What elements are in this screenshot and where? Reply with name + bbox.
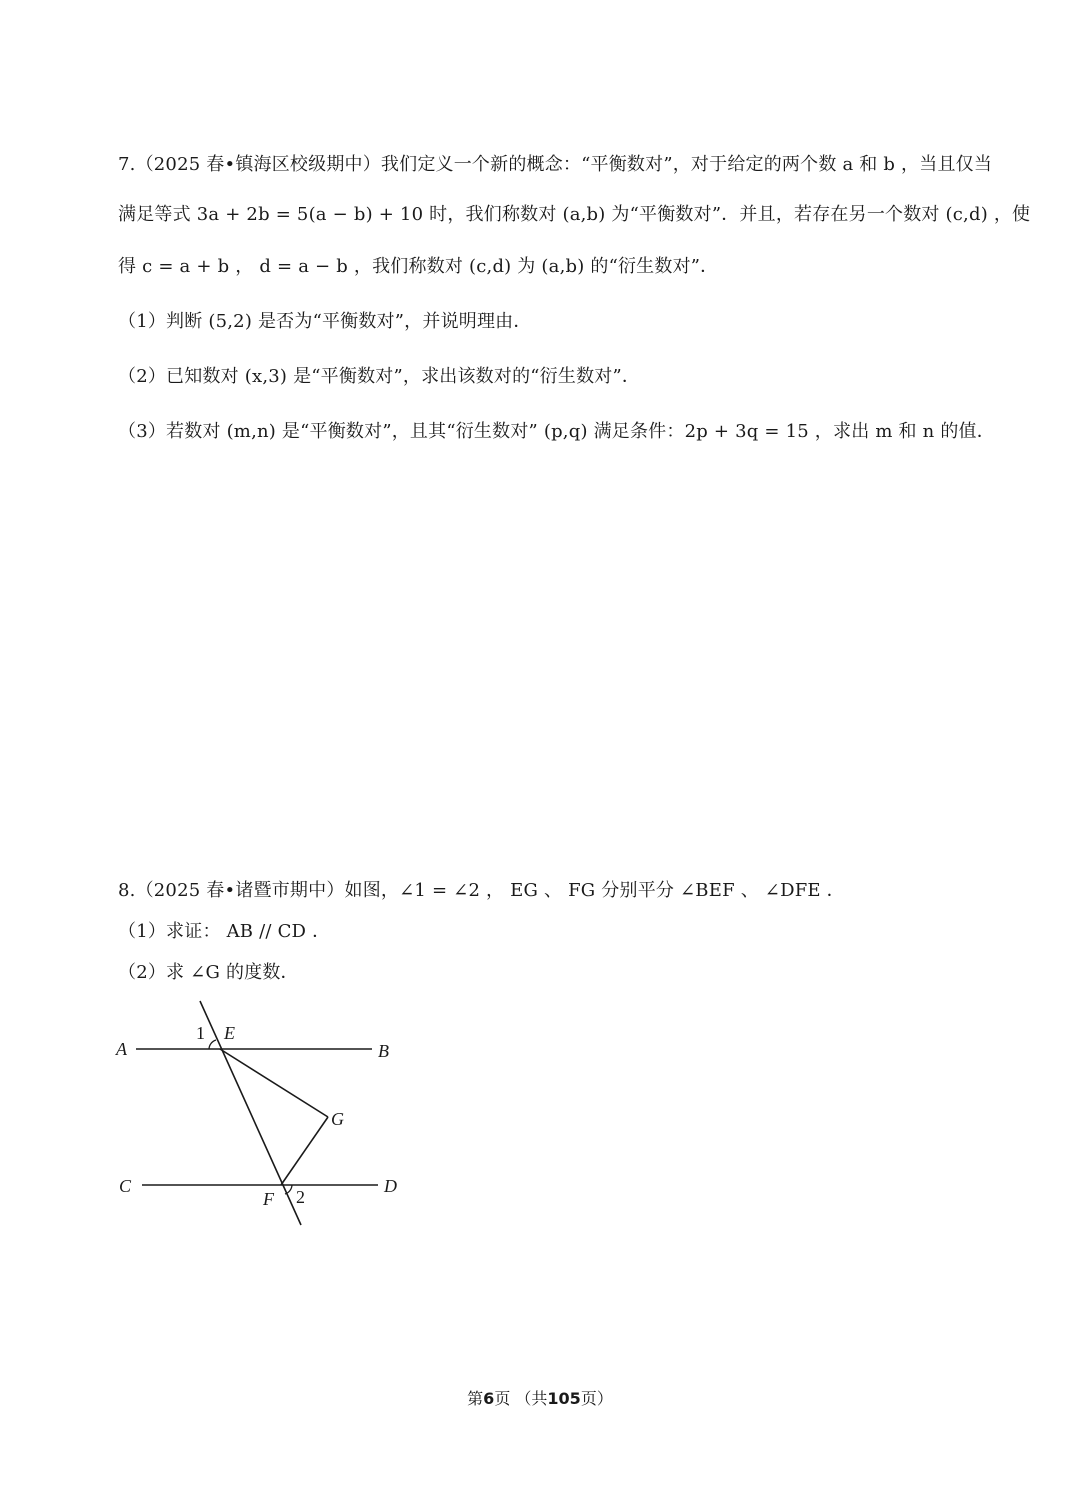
- q7-part3: （3）若数对 (m,n) 是“平衡数对”，且其“衍生数对” (p,q) 满足条件：2p + 3q = 15 ，求出 m 和 n 的值．: [118, 421, 995, 442]
- label-a: A: [116, 1039, 127, 1059]
- angle-1-arc: [209, 1040, 216, 1049]
- label-b: B: [378, 1041, 389, 1061]
- footer-suffix: 页）: [580, 1389, 613, 1408]
- q8-part2: （2）求 ∠G 的度数．: [118, 962, 299, 983]
- label-g: G: [331, 1109, 344, 1129]
- q8-geometry-figure: [100, 995, 420, 1235]
- label-c: C: [119, 1176, 132, 1196]
- transversal-ef: [200, 1001, 301, 1225]
- q7-statement-line1: 7.（2025 春•镇海区校级期中）我们定义一个新的概念：“平衡数对”，对于给定的两个数 a 和 b ，当且仅当: [118, 154, 993, 175]
- footer-page-number: 6: [483, 1389, 495, 1408]
- q7-statement-line2: 满足等式 3a + 2b = 5(a − b) + 10 时，我们称数对 (a,b) 为“平衡数对”．并且，若存在另一个数对 (c,d) ，使: [118, 204, 1031, 225]
- page-footer: [0, 1386, 1080, 1409]
- label-angle-2: 2: [296, 1187, 305, 1207]
- q7-part2: （2）已知数对 (x,3) 是“平衡数对”，求出该数对的“衍生数对”．: [118, 366, 641, 387]
- q8-part1: （1）求证： AB // CD ．: [118, 921, 331, 942]
- label-angle-1: 1: [196, 1023, 205, 1043]
- q7-statement-line3: 得 c = a + b ， d = a − b ，我们称数对 (c,d) 为 (a,b) 的“衍生数对”．: [118, 256, 719, 277]
- footer-prefix: 第: [467, 1389, 484, 1408]
- footer-middle: 页 （共: [494, 1389, 548, 1408]
- label-d: D: [384, 1176, 397, 1196]
- segment-fg: [281, 1117, 328, 1185]
- footer-total-pages: 105: [547, 1389, 581, 1408]
- q7-part1: （1）判断 (5,2) 是否为“平衡数对”，并说明理由．: [118, 311, 532, 332]
- q8-statement: 8.（2025 春•诸暨市期中）如图，∠1 = ∠2 ， EG 、 FG 分别平分 ∠BEF 、 ∠DFE ．: [118, 880, 845, 901]
- label-e: E: [224, 1023, 235, 1043]
- label-f: F: [263, 1189, 274, 1209]
